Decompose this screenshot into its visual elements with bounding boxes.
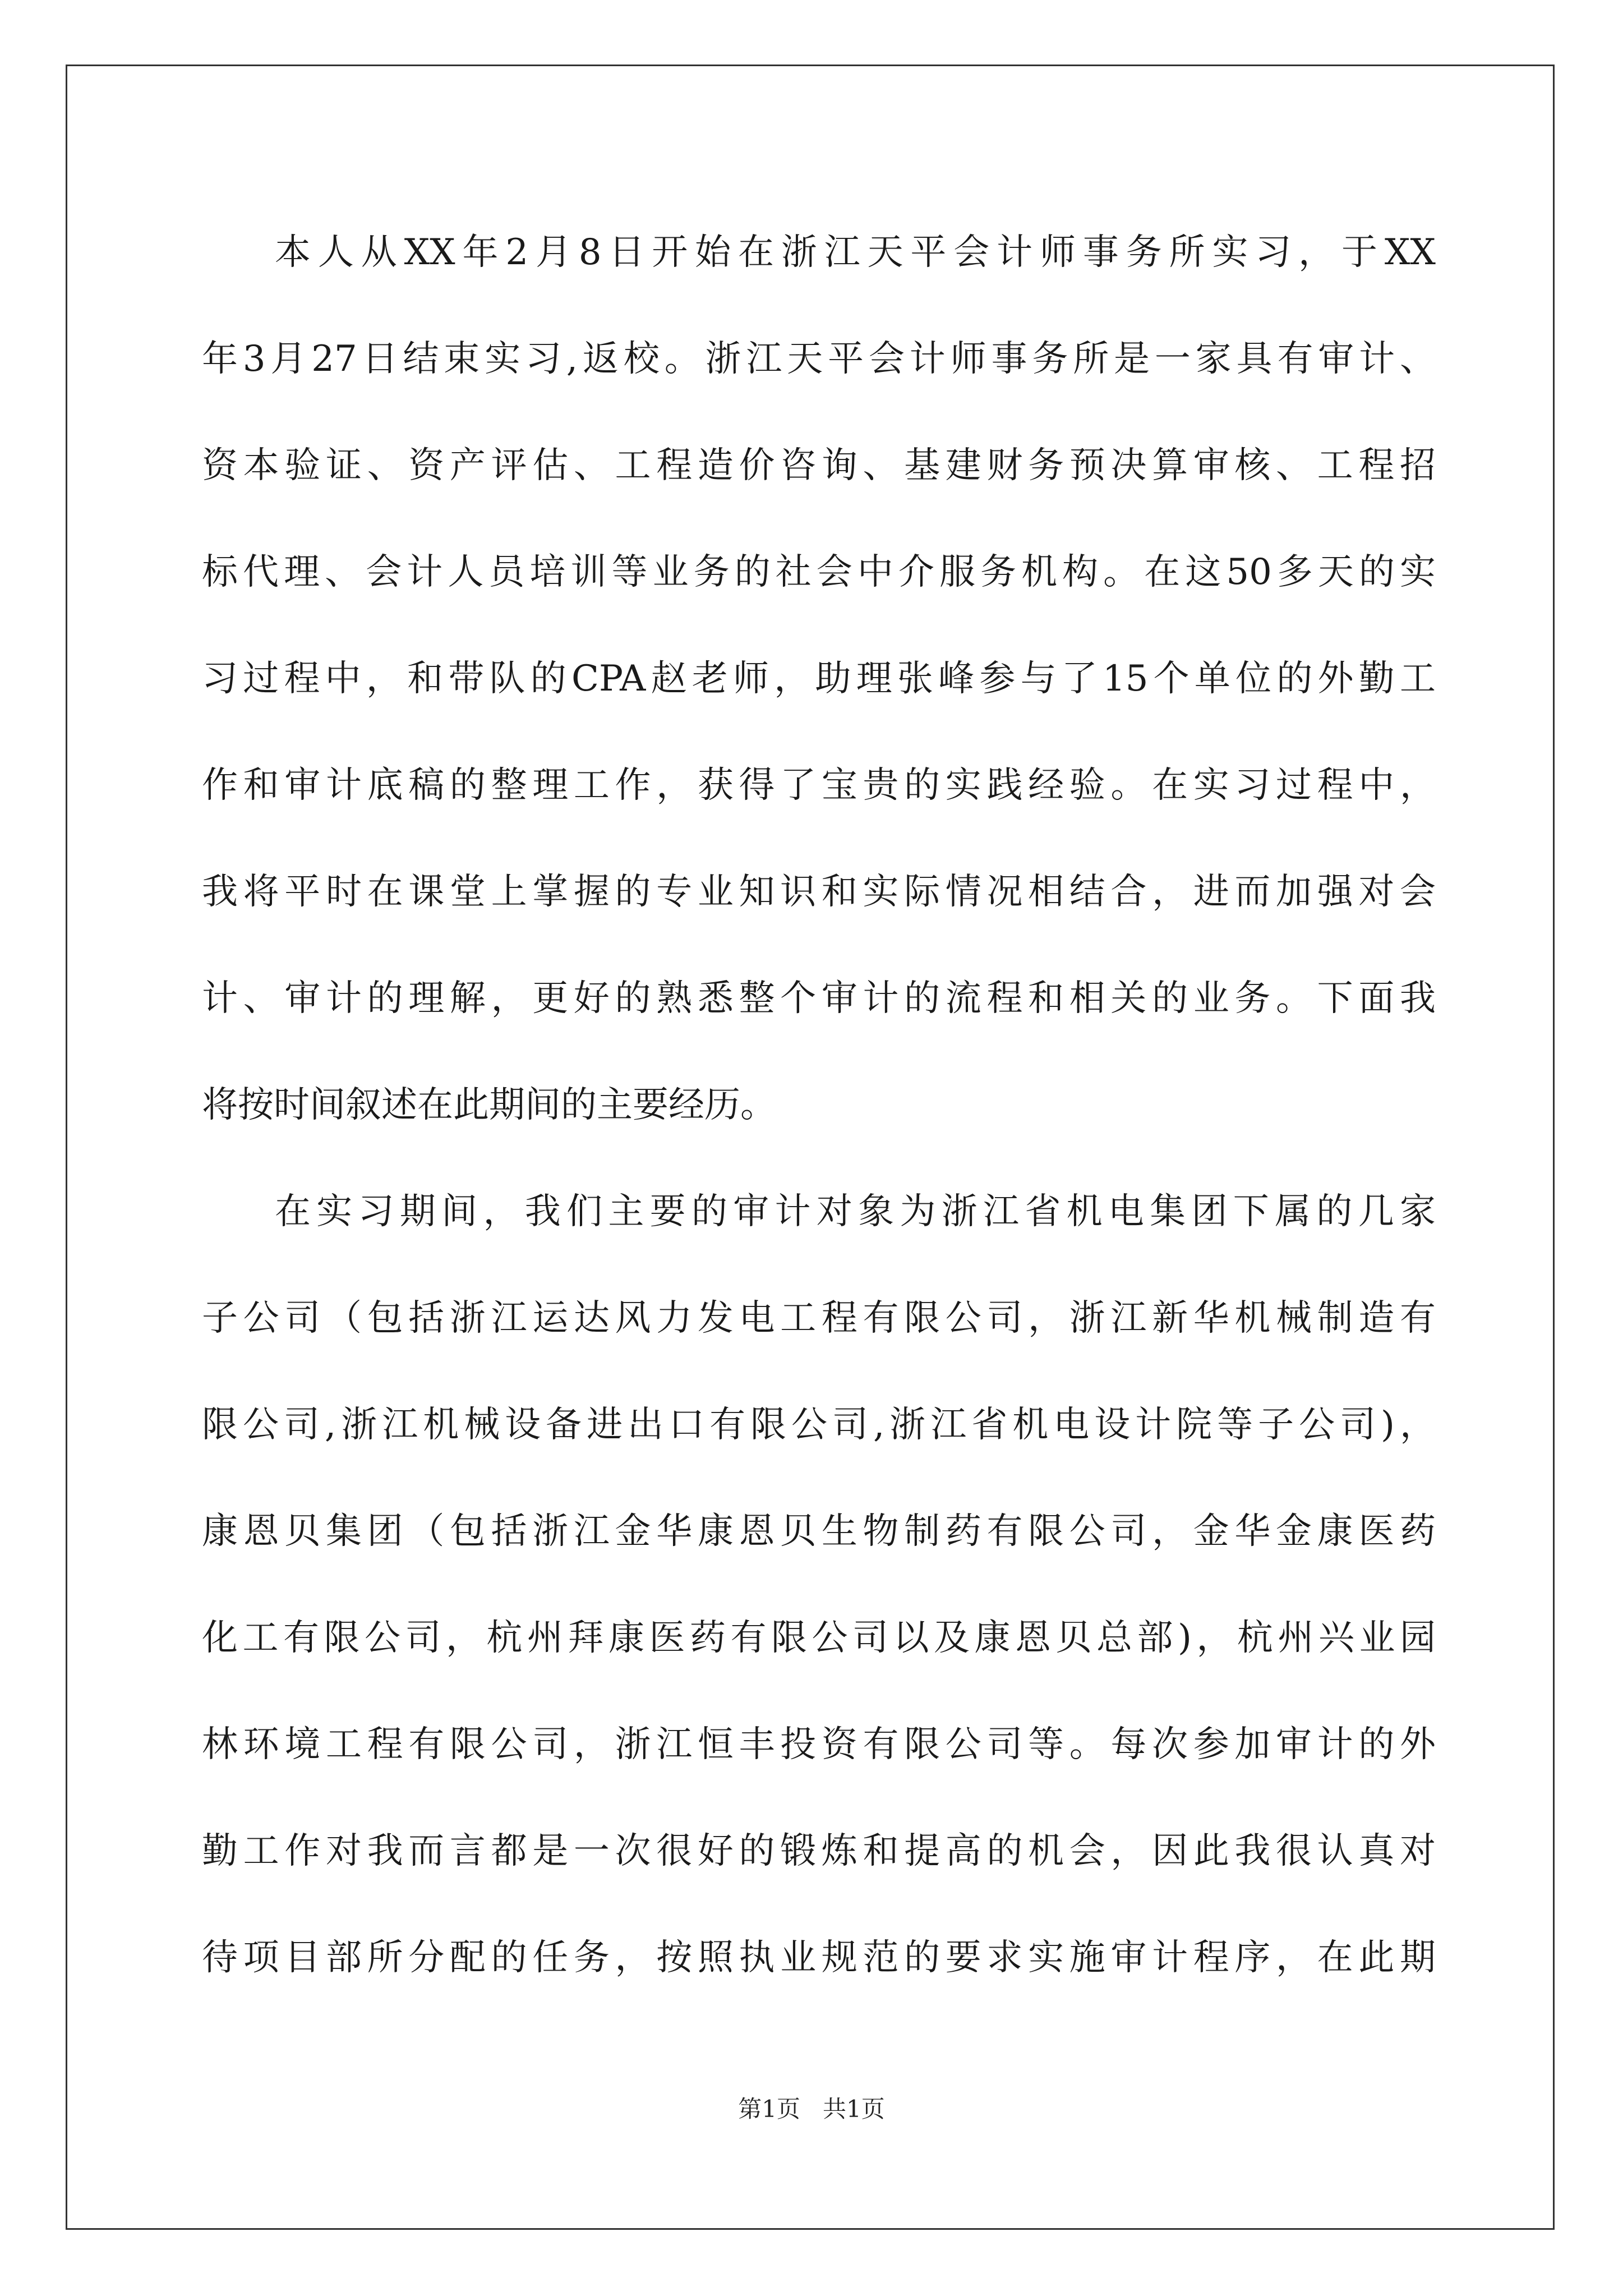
paragraph-2-line-7: 勤工作对我而言都是一次很好的锻炼和提高的机会，因此我很认真对	[202, 1830, 1436, 1872]
paragraph-1-line-8: 计、审计的理解，更好的熟悉整个审计的流程和相关的业务。下面我	[202, 978, 1436, 1019]
paragraph-2-line-1: 在实习期间，我们主要的审计对象为浙江省机电集团下属的几家	[275, 1191, 1436, 1232]
paragraph-1-line-3: 资本验证、资产评估、工程造价咨询、基建财务预决算审核、工程招	[202, 445, 1436, 486]
paragraph-1-line-7: 我将平时在课堂上掌握的专业知识和实际情况相结合，进而加强对会	[202, 871, 1436, 913]
paragraph-1-line-9: 将按时间叙述在此期间的主要经历。	[202, 1084, 776, 1126]
paragraph-2-line-3: 限公司,浙江机械设备进出口有限公司,浙江省机电设计院等子公司)，	[202, 1404, 1436, 1446]
paragraph-1-line-2: 年3月27日结束实习,返校。浙江天平会计师事务所是一家具有审计、	[202, 338, 1436, 380]
paragraph-2-line-8: 待项目部所分配的任务，按照执业规范的要求实施审计程序，在此期	[202, 1937, 1436, 1978]
paragraph-1-line-4: 标代理、会计人员培训等业务的社会中介服务机构。在这50多天的实	[202, 551, 1436, 593]
paragraph-2-line-6: 林环境工程有限公司，浙江恒丰投资有限公司等。每次参加审计的外	[202, 1724, 1436, 1765]
paragraph-2-line-4: 康恩贝集团（包括浙江金华康恩贝生物制药有限公司，金华金康医药	[202, 1511, 1436, 1552]
paragraph-1-line-5: 习过程中，和带队的CPA赵老师，助理张峰参与了15个单位的外勤工	[202, 658, 1436, 700]
paragraph-2-line-2: 子公司（包括浙江运达风力发电工程有限公司，浙江新华机械制造有	[202, 1297, 1436, 1339]
paragraph-1-line-1: 本人从XX年2月8日开始在浙江天平会计师事务所实习，于XX	[275, 232, 1436, 273]
page-footer: 第1页 共1页	[738, 2095, 885, 2123]
paragraph-2-line-5: 化工有限公司，杭州拜康医药有限公司以及康恩贝总部)，杭州兴业园	[202, 1617, 1436, 1659]
paragraph-1-line-6: 作和审计底稿的整理工作，获得了宝贵的实践经验。在实习过程中，	[202, 765, 1436, 806]
